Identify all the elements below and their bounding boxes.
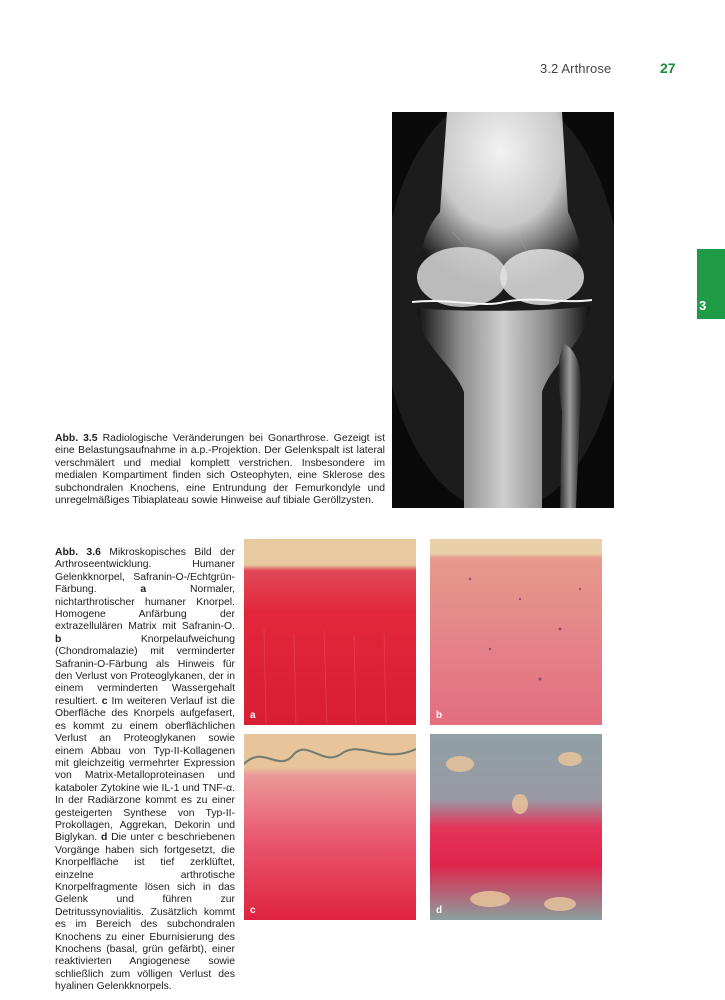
figure-3-5-caption: [55, 433, 385, 507]
figure-3-6-caption: [55, 547, 235, 994]
micrograph-panel-c: [244, 734, 416, 920]
figure-3-6-label: Abb. 3.6: [55, 547, 101, 558]
figure-3-5-text: Radiologische Veränderungen bei Gonarthrose. Gezeigt ist eine Belastungsaufnahme in a.p.-Projektion. Der Gelenkspalt ist lateral verschmälert und medial komplett verstrichen. Insbesondere im medialen Kompartiment finden sich Osteophyten, eine Sklerose des subchondralen Knochens, eine Entrundung der Femurkondyle und unregelmäßiges Tibiaplateau sowie Hinweise auf tibiale Geröllzysten.: [55, 433, 385, 507]
figure-3-6-d-text: Die unter c beschriebenen Vorgänge haben sich fortgesetzt, die Knorpelfläche ist tief zerklüftet, einzelne arthrotische Knorpelfragmente lösen sich in das Gelenk und führen zur Detritussynovialitis. Zusätzlich kommt es im Bereich des subchondralen Knochens zu einer Eburnisierung des Knochens (basal, grün gefärbt), einer reaktivierten Angiogenese sowie schließlich zum völligen Verlust des hyalinen Gelenkknorpels.: [55, 832, 235, 993]
micrograph-a-letter: a: [250, 710, 256, 721]
figure-3-6-a-text: Normaler, nichtarthrotischer humaner Knorpel. Homogene Anfärbung der extrazellulären Matrix mit Safranin-O.: [55, 584, 236, 633]
figure-3-6-b-text: Knorpelaufweichung (Chondromalazie) mit verminderter Safranin-O-Färbung als Hinweis für den Verlust von Proteoglykanen, der in einem verminderten Wassergehalt resultiert.: [55, 633, 235, 707]
page-number: 27: [660, 60, 676, 76]
figure-3-6-b-label: b: [55, 633, 62, 645]
figure-3-6-a-label: a: [140, 584, 147, 596]
knee-xray-image: [392, 112, 614, 508]
figure-3-6-c-label: c: [101, 695, 108, 707]
figure-3-6-c-text: Im weiteren Verlauf ist die Oberfläche des Knorpels aufgefasert, es kommt zu einem oberflächlichen Verlust an Proteoglykanen sowie einem Abbau von Typ-II-Kollagenen mit gleichzeitig vermehrter Expression von Matrix-Metalloproteinasen und kataboler Zytokine wie IL-1 und TNF-α. In der Radiärzone kommt es zu einer gesteigerten Synthese von Typ-II-Prokollagen, Aggrekan, Dekorin und Biglykan.: [55, 695, 235, 844]
micrograph-panel-a: [244, 539, 416, 725]
running-header-section: 3.2 Arthrose: [540, 61, 612, 76]
figure-3-5-label: Abb. 3.5: [55, 433, 98, 444]
micrograph-d-letter: d: [436, 905, 443, 916]
figure-3-6-intro: Mikroskopisches Bild der Arthroseentwicklung. Humaner Gelenkknorpel, Safranin-O-/Echtgrün-Färbung.: [55, 547, 236, 596]
micrograph-panel-b: [430, 539, 602, 725]
micrograph-c-letter: c: [250, 905, 256, 916]
chapter-tab-number: 3: [699, 298, 707, 313]
micrograph-b-letter: b: [436, 710, 443, 721]
figure-3-6-d-label: d: [100, 832, 108, 844]
micrograph-panel-d: [430, 734, 602, 920]
